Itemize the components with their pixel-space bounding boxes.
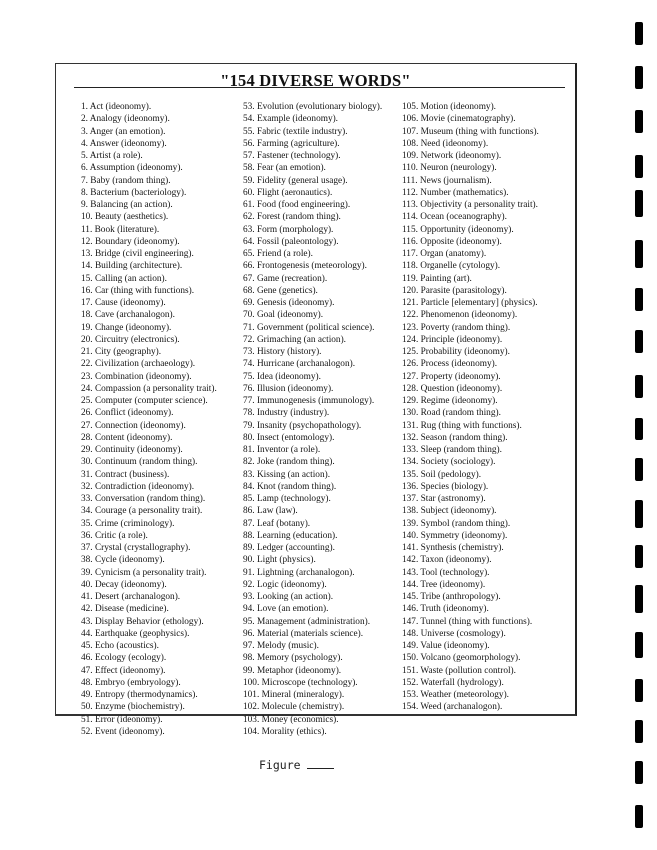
binding-mark	[635, 418, 643, 440]
word-entry: 67. Game (recreation).	[243, 273, 328, 284]
word-entry: 119. Painting (art).	[402, 273, 472, 284]
word-entry: 133. Sleep (random thing).	[402, 445, 502, 455]
word-entry: 12. Boundary (ideonomy).	[81, 236, 180, 247]
word-entry: 75. Idea (ideonomy).	[243, 371, 321, 382]
word-entry: 123. Poverty (random thing).	[402, 322, 511, 333]
word-entry: 45. Echo (acoustics).	[81, 641, 159, 651]
word-entry: 90. Light (physics).	[243, 555, 316, 566]
page-title: "154 DIVERSE WORDS"	[220, 71, 411, 90]
word-entry: 52. Event (ideonomy).	[81, 726, 165, 737]
binding-mark	[635, 240, 643, 268]
word-entry: 39. Cynicism (a personality trait).	[81, 567, 207, 578]
word-entry: 115. Opportunity (ideonomy).	[402, 224, 514, 235]
word-entry: 47. Effect (ideonomy).	[81, 665, 166, 676]
word-entry: 81. Inventor (a role).	[243, 445, 321, 455]
word-entry: 140. Symmetry (ideonomy).	[402, 530, 508, 541]
word-entry: 35. Crime (criminology).	[81, 518, 175, 529]
word-entry: 59. Fidelity (general usage).	[243, 175, 348, 186]
word-entry: 82. Joke (random thing).	[243, 457, 335, 468]
word-entry: 108. Need (ideonomy).	[402, 138, 489, 149]
figure-caption	[259, 757, 334, 772]
binding-mark	[635, 585, 643, 613]
word-entry: 36. Critic (a role).	[81, 530, 148, 541]
word-entry: 8. Bacterium (bacteriology).	[81, 187, 187, 198]
word-entry: 111. News (journalism).	[402, 175, 492, 186]
word-entry: 31. Contract (business).	[81, 469, 170, 480]
word-entry: 116. Opposite (ideonomy).	[402, 236, 502, 247]
word-entry: 107. Museum (thing with functions).	[402, 126, 539, 137]
binding-mark	[635, 632, 643, 658]
word-entry: 37. Crystal (crystallography).	[81, 543, 191, 553]
word-entry: 84. Knot (random thing).	[243, 481, 337, 492]
binding-mark	[635, 155, 643, 178]
word-entry: 99. Metaphor (ideonomy).	[243, 665, 342, 676]
word-entry: 103. Money (economics).	[243, 714, 339, 725]
word-entry: 51. Error (ideonomy).	[81, 714, 163, 725]
word-column-2	[243, 101, 382, 738]
word-entry: 136. Species (biology).	[402, 481, 489, 492]
word-entry: 6. Assumption (ideonomy).	[81, 163, 183, 174]
word-entry: 141. Synthesis (chemistry).	[402, 543, 504, 553]
word-entry: 101. Mineral (mineralogy).	[243, 690, 345, 700]
word-entry: 150. Volcano (geomorphology).	[402, 653, 521, 664]
word-entry: 56. Farming (agriculture).	[243, 138, 340, 149]
word-entry: 16. Car (thing with functions).	[81, 285, 195, 296]
word-entry: 91. Lightning (archanalogon).	[243, 567, 355, 578]
word-entry: 98. Memory (psychology).	[243, 653, 343, 664]
word-entry: 79. Insanity (psychopathology).	[243, 420, 362, 431]
word-entry: 83. Kissing (an action).	[243, 469, 331, 480]
word-entry: 46. Ecology (ecology).	[81, 653, 167, 664]
word-entry: 128. Question (ideonomy).	[402, 383, 503, 394]
word-entry: 34. Courage (a personality trait).	[81, 506, 203, 517]
word-entry: 15. Calling (an action).	[81, 273, 167, 284]
word-entry: 93. Looking (an action).	[243, 592, 334, 602]
word-entry: 95. Management (administration).	[243, 616, 371, 627]
word-entry: 113. Objectivity (a personality trait).	[402, 200, 538, 210]
word-entry: 73. History (history).	[243, 347, 322, 357]
word-entry: 135. Soil (pedology).	[402, 469, 482, 480]
word-entry: 60. Flight (aeronautics).	[243, 187, 333, 198]
word-entry: 121. Particle [elementary] (physics).	[402, 298, 538, 308]
word-entry: 41. Desert (archanalogon).	[81, 592, 181, 602]
word-entry: 54. Example (ideonomy).	[243, 114, 339, 125]
word-entry: 151. Waste (pollution control).	[402, 665, 516, 676]
word-entry: 142. Taxon (ideonomy).	[402, 555, 492, 566]
word-entry: 22. Civilization (archaeology).	[81, 359, 196, 370]
word-entry: 70. Goal (ideonomy).	[243, 310, 324, 321]
word-entry: 100. Microscope (technology).	[243, 677, 358, 688]
word-entry: 3. Anger (an emotion).	[81, 126, 166, 137]
word-entry: 134. Society (sociology).	[402, 457, 496, 468]
binding-mark	[635, 720, 643, 743]
word-entry: 26. Conflict (ideonomy).	[81, 408, 174, 419]
word-entry: 86. Law (law).	[243, 506, 298, 517]
word-entry: 21. City (geography).	[81, 347, 162, 357]
word-entry: 49. Entropy (thermodynamics).	[81, 690, 198, 700]
word-entry: 48. Embryo (embryology).	[81, 677, 181, 688]
word-entry: 109. Network (ideonomy).	[402, 151, 502, 161]
word-entry: 126. Process (ideonomy).	[402, 359, 498, 370]
word-entry: 18. Cave (archanalogon).	[81, 310, 175, 321]
word-entry: 148. Universe (cosmology).	[402, 628, 506, 639]
word-entry: 11. Book (literature).	[81, 224, 160, 235]
word-entry: 88. Learning (education).	[243, 530, 338, 541]
binding-mark	[635, 679, 643, 702]
word-entry: 145. Tribe (anthropology).	[402, 592, 501, 602]
word-entry: 29. Continuity (ideonomy).	[81, 445, 183, 455]
binding-mark	[635, 458, 643, 481]
word-entry: 65. Friend (a role).	[243, 249, 313, 259]
word-entry: 131. Rug (thing with functions).	[402, 420, 522, 431]
word-entry: 50. Enzyme (biochemistry).	[81, 702, 185, 713]
word-entry: 44. Earthquake (geophysics).	[81, 628, 190, 639]
word-entry: 4. Answer (ideonomy).	[81, 138, 167, 149]
binding-marks	[633, 0, 649, 850]
word-entry: 102. Molecule (chemistry).	[243, 702, 345, 713]
word-entry: 33. Conversation (random thing).	[81, 494, 206, 504]
word-entry: 19. Change (ideonomy).	[81, 322, 172, 333]
word-entry: 77. Immunogenesis (immunology).	[243, 396, 375, 406]
word-entry: 149. Value (ideonomy).	[402, 641, 490, 651]
word-entry: 80. Insect (entomology).	[243, 432, 335, 443]
word-entry: 68. Gene (genetics).	[243, 285, 318, 296]
word-entry: 129. Regime (ideonomy).	[402, 396, 498, 406]
binding-mark	[635, 110, 643, 133]
word-entry: 152. Waterfall (hydrology).	[402, 677, 504, 688]
word-entry: 117. Organ (anatomy).	[402, 249, 487, 259]
word-entry: 25. Computer (computer science).	[81, 396, 208, 406]
figure-number-blank	[307, 757, 334, 769]
word-entry: 40. Decay (ideonomy).	[81, 579, 167, 590]
word-entry: 55. Fabric (textile industry).	[243, 126, 348, 137]
word-column-1	[81, 101, 217, 738]
word-entry: 124. Principle (ideonomy).	[402, 334, 503, 345]
word-entry: 63. Form (morphology).	[243, 224, 334, 235]
word-entry: 10. Beauty (aesthetics).	[81, 212, 169, 223]
title-rule	[74, 87, 565, 88]
word-entry: 78. Industry (industry).	[243, 408, 330, 419]
word-entry: 89. Ledger (accounting).	[243, 543, 335, 553]
word-entry: 97. Melody (music).	[243, 641, 319, 651]
word-entry: 132. Season (random thing).	[402, 432, 508, 443]
binding-mark	[635, 330, 643, 353]
word-entry: 71. Government (political science).	[243, 322, 375, 333]
word-entry: 92. Logic (ideonomy).	[243, 579, 327, 590]
binding-mark	[635, 288, 643, 311]
word-entry: 66. Frontogenesis (meteorology).	[243, 261, 367, 272]
word-entry: 5. Artist (a role).	[81, 151, 143, 161]
binding-mark	[635, 190, 643, 217]
word-entry: 24. Compassion (a personality trait).	[81, 383, 217, 394]
word-entry: 120. Parasite (parasitology).	[402, 285, 507, 296]
word-entry: 122. Phenomenon (ideonomy).	[402, 310, 518, 321]
word-entry: 153. Weather (meteorology).	[402, 690, 509, 700]
word-entry: 9. Balancing (an action).	[81, 200, 173, 210]
binding-mark	[635, 545, 643, 568]
word-entry: 114. Ocean (oceanography).	[402, 212, 507, 223]
word-entry: 105. Motion (ideonomy).	[402, 102, 496, 112]
word-column-3	[402, 101, 539, 714]
binding-mark	[635, 22, 643, 45]
word-entry: 87. Leaf (botany).	[243, 518, 311, 529]
word-entry: 137. Star (astronomy).	[402, 494, 486, 504]
word-entry: 1. Act (ideonomy).	[81, 102, 152, 112]
word-entry: 2. Analogy (ideonomy).	[81, 114, 170, 125]
word-entry: 7. Baby (random thing).	[81, 175, 171, 186]
word-entry: 53. Evolution (evolutionary biology).	[243, 102, 383, 112]
word-entry: 62. Forest (random thing).	[243, 212, 341, 223]
figure-label: Figure	[259, 758, 301, 772]
word-entry: 17. Cause (ideonomy).	[81, 298, 166, 308]
binding-mark	[635, 375, 643, 398]
word-entry: 106. Movie (cinematography).	[402, 114, 516, 125]
word-entry: 139. Symbol (random thing).	[402, 518, 511, 529]
word-entry: 147. Tunnel (thing with functions).	[402, 616, 533, 627]
word-list-box	[55, 63, 577, 737]
word-entry: 64. Fossil (paleontology).	[243, 236, 339, 247]
word-entry: 144. Tree (ideonomy).	[402, 579, 486, 590]
word-entry: 138. Subject (ideonomy).	[402, 506, 497, 517]
word-entry: 23. Combination (ideonomy).	[81, 371, 192, 382]
word-entry: 61. Food (food engineering).	[243, 200, 351, 210]
word-entry: 143. Tool (technology).	[402, 567, 490, 578]
word-entry: 69. Genesis (ideonomy).	[243, 298, 335, 308]
word-entry: 94. Love (an emotion).	[243, 604, 329, 615]
word-entry: 146. Truth (ideonomy).	[402, 604, 489, 615]
word-entry: 72. Grimaching (an action).	[243, 334, 347, 345]
word-entry: 38. Cycle (ideonomy).	[81, 555, 165, 566]
word-entry: 110. Neuron (neurology).	[402, 163, 497, 174]
word-entry: 13. Bridge (civil engineering).	[81, 249, 194, 259]
word-entry: 154. Weed (archanalogon).	[402, 702, 503, 713]
word-entry: 104. Morality (ethics).	[243, 726, 327, 737]
word-entry: 85. Lamp (technology).	[243, 494, 331, 504]
word-entry: 118. Organelle (cytology).	[402, 261, 501, 272]
word-entry: 96. Material (materials science).	[243, 628, 364, 639]
binding-mark	[635, 500, 643, 528]
word-entry: 58. Fear (an emotion).	[243, 163, 326, 174]
word-entry: 32. Contradiction (ideonomy).	[81, 481, 195, 492]
binding-mark	[635, 761, 643, 784]
word-entry: 14. Building (architecture).	[81, 261, 183, 272]
binding-mark	[635, 66, 643, 89]
word-entry: 125. Probability (ideonomy).	[402, 347, 510, 357]
word-entry: 130. Road (random thing).	[402, 408, 501, 419]
word-entry: 43. Display Behavior (ethology).	[81, 616, 204, 627]
word-entry: 112. Number (mathematics).	[402, 187, 509, 198]
word-entry: 27. Connection (ideonomy).	[81, 420, 186, 431]
binding-mark	[635, 805, 643, 828]
word-entry: 28. Content (ideonomy).	[81, 432, 173, 443]
word-entry: 76. Illusion (ideonomy).	[243, 383, 334, 394]
word-entry: 57. Fastener (technology).	[243, 151, 341, 161]
word-entry: 127. Property (ideonomy).	[402, 371, 501, 382]
word-entry: 42. Disease (medicine).	[81, 604, 169, 615]
word-entry: 30. Continuum (random thing).	[81, 457, 198, 468]
word-entry: 20. Circuitry (electronics).	[81, 334, 180, 345]
word-entry: 74. Hurricane (archanalogon).	[243, 359, 356, 370]
